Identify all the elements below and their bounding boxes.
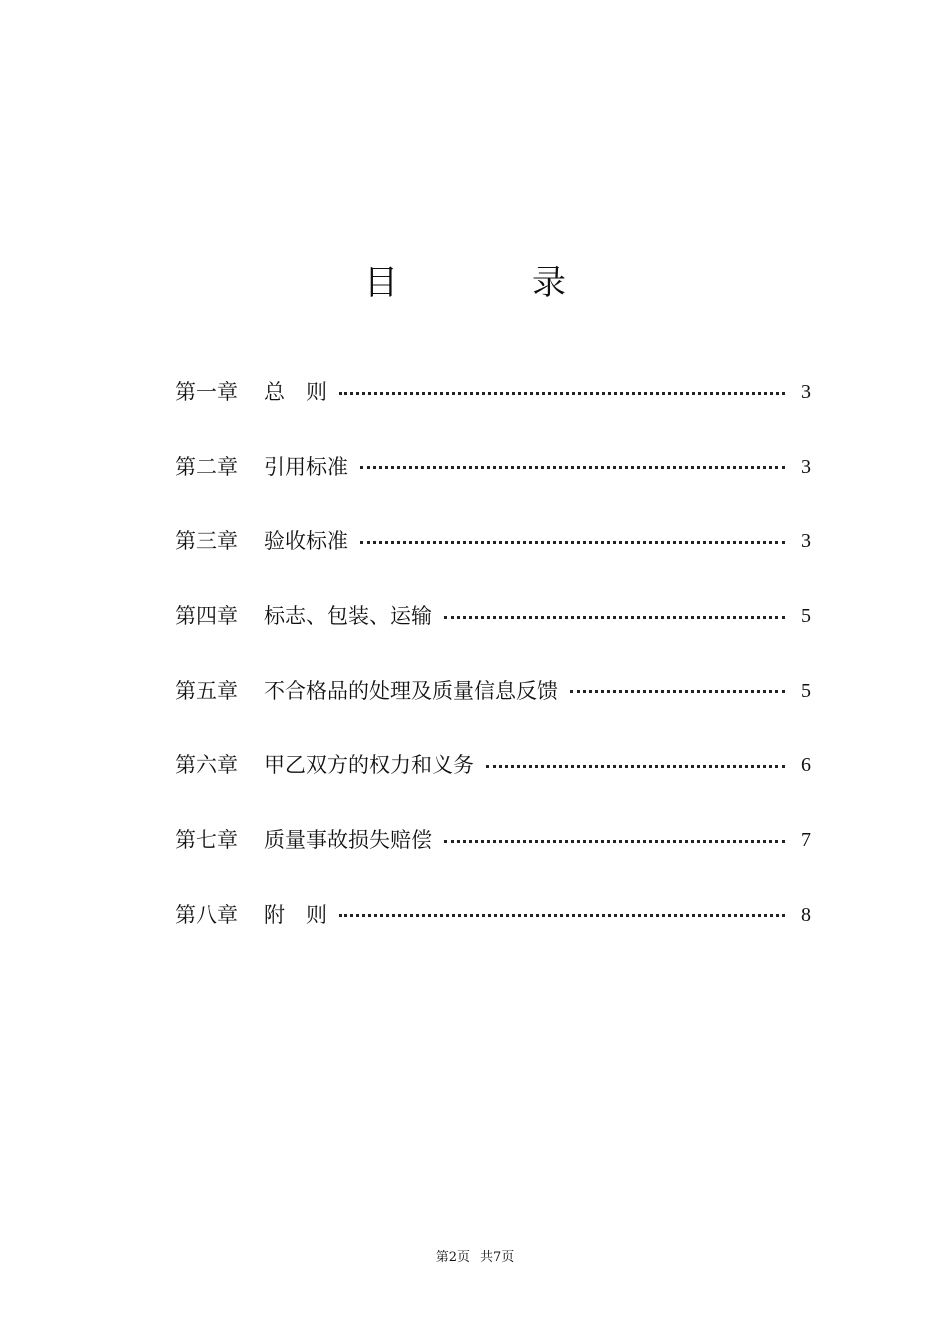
dot-leader bbox=[444, 616, 785, 619]
chapter-title: 总 则 bbox=[264, 380, 327, 404]
toc-entry[interactable] bbox=[175, 370, 811, 414]
chapter-number: 第二章 bbox=[175, 454, 238, 479]
chapter-title: 标志、包装、运输 bbox=[264, 604, 432, 629]
chapter-title: 甲乙双方的权力和义务 bbox=[264, 753, 474, 778]
table-of-contents bbox=[175, 370, 811, 968]
page-number: 6 bbox=[801, 754, 811, 777]
chapter-number: 第一章 bbox=[175, 380, 238, 404]
page-number: 3 bbox=[801, 530, 811, 553]
page-number: 3 bbox=[801, 455, 811, 478]
dot-leader bbox=[360, 541, 785, 544]
dot-leader bbox=[360, 466, 785, 469]
chapter-number: 第四章 bbox=[175, 604, 238, 629]
toc-entry[interactable] bbox=[175, 445, 811, 489]
toc-entry[interactable] bbox=[175, 743, 811, 787]
page-number: 5 bbox=[801, 679, 811, 702]
toc-heading: 目 录 bbox=[364, 263, 616, 303]
toc-entry[interactable] bbox=[175, 669, 811, 713]
chapter-title: 引用标准 bbox=[264, 454, 348, 479]
page-number: 8 bbox=[801, 903, 811, 926]
toc-entry[interactable] bbox=[175, 893, 811, 937]
dot-leader bbox=[570, 690, 785, 693]
page-number: 5 bbox=[801, 605, 811, 628]
current-page-label: 第2页 bbox=[435, 1250, 470, 1265]
total-pages-label: 共7页 bbox=[480, 1250, 515, 1265]
chapter-title: 验收标准 bbox=[264, 529, 348, 554]
page-footer bbox=[0, 1248, 950, 1268]
toc-entry[interactable] bbox=[175, 818, 811, 862]
chapter-number: 第三章 bbox=[175, 529, 238, 554]
page-number: 7 bbox=[801, 829, 811, 852]
dot-leader bbox=[486, 765, 785, 768]
chapter-title: 不合格品的处理及质量信息反馈 bbox=[264, 678, 558, 703]
chapter-title: 质量事故损失赔偿 bbox=[264, 828, 432, 853]
chapter-number: 第五章 bbox=[175, 678, 238, 703]
dot-leader bbox=[339, 914, 785, 917]
toc-entry[interactable] bbox=[175, 594, 811, 638]
toc-entry[interactable] bbox=[175, 519, 811, 563]
chapter-title: 附 则 bbox=[264, 902, 327, 927]
page-number: 3 bbox=[801, 381, 811, 403]
dot-leader bbox=[339, 392, 785, 395]
chapter-number: 第七章 bbox=[175, 828, 238, 853]
dot-leader bbox=[444, 840, 785, 843]
chapter-number: 第六章 bbox=[175, 753, 238, 778]
chapter-number: 第八章 bbox=[175, 902, 238, 927]
